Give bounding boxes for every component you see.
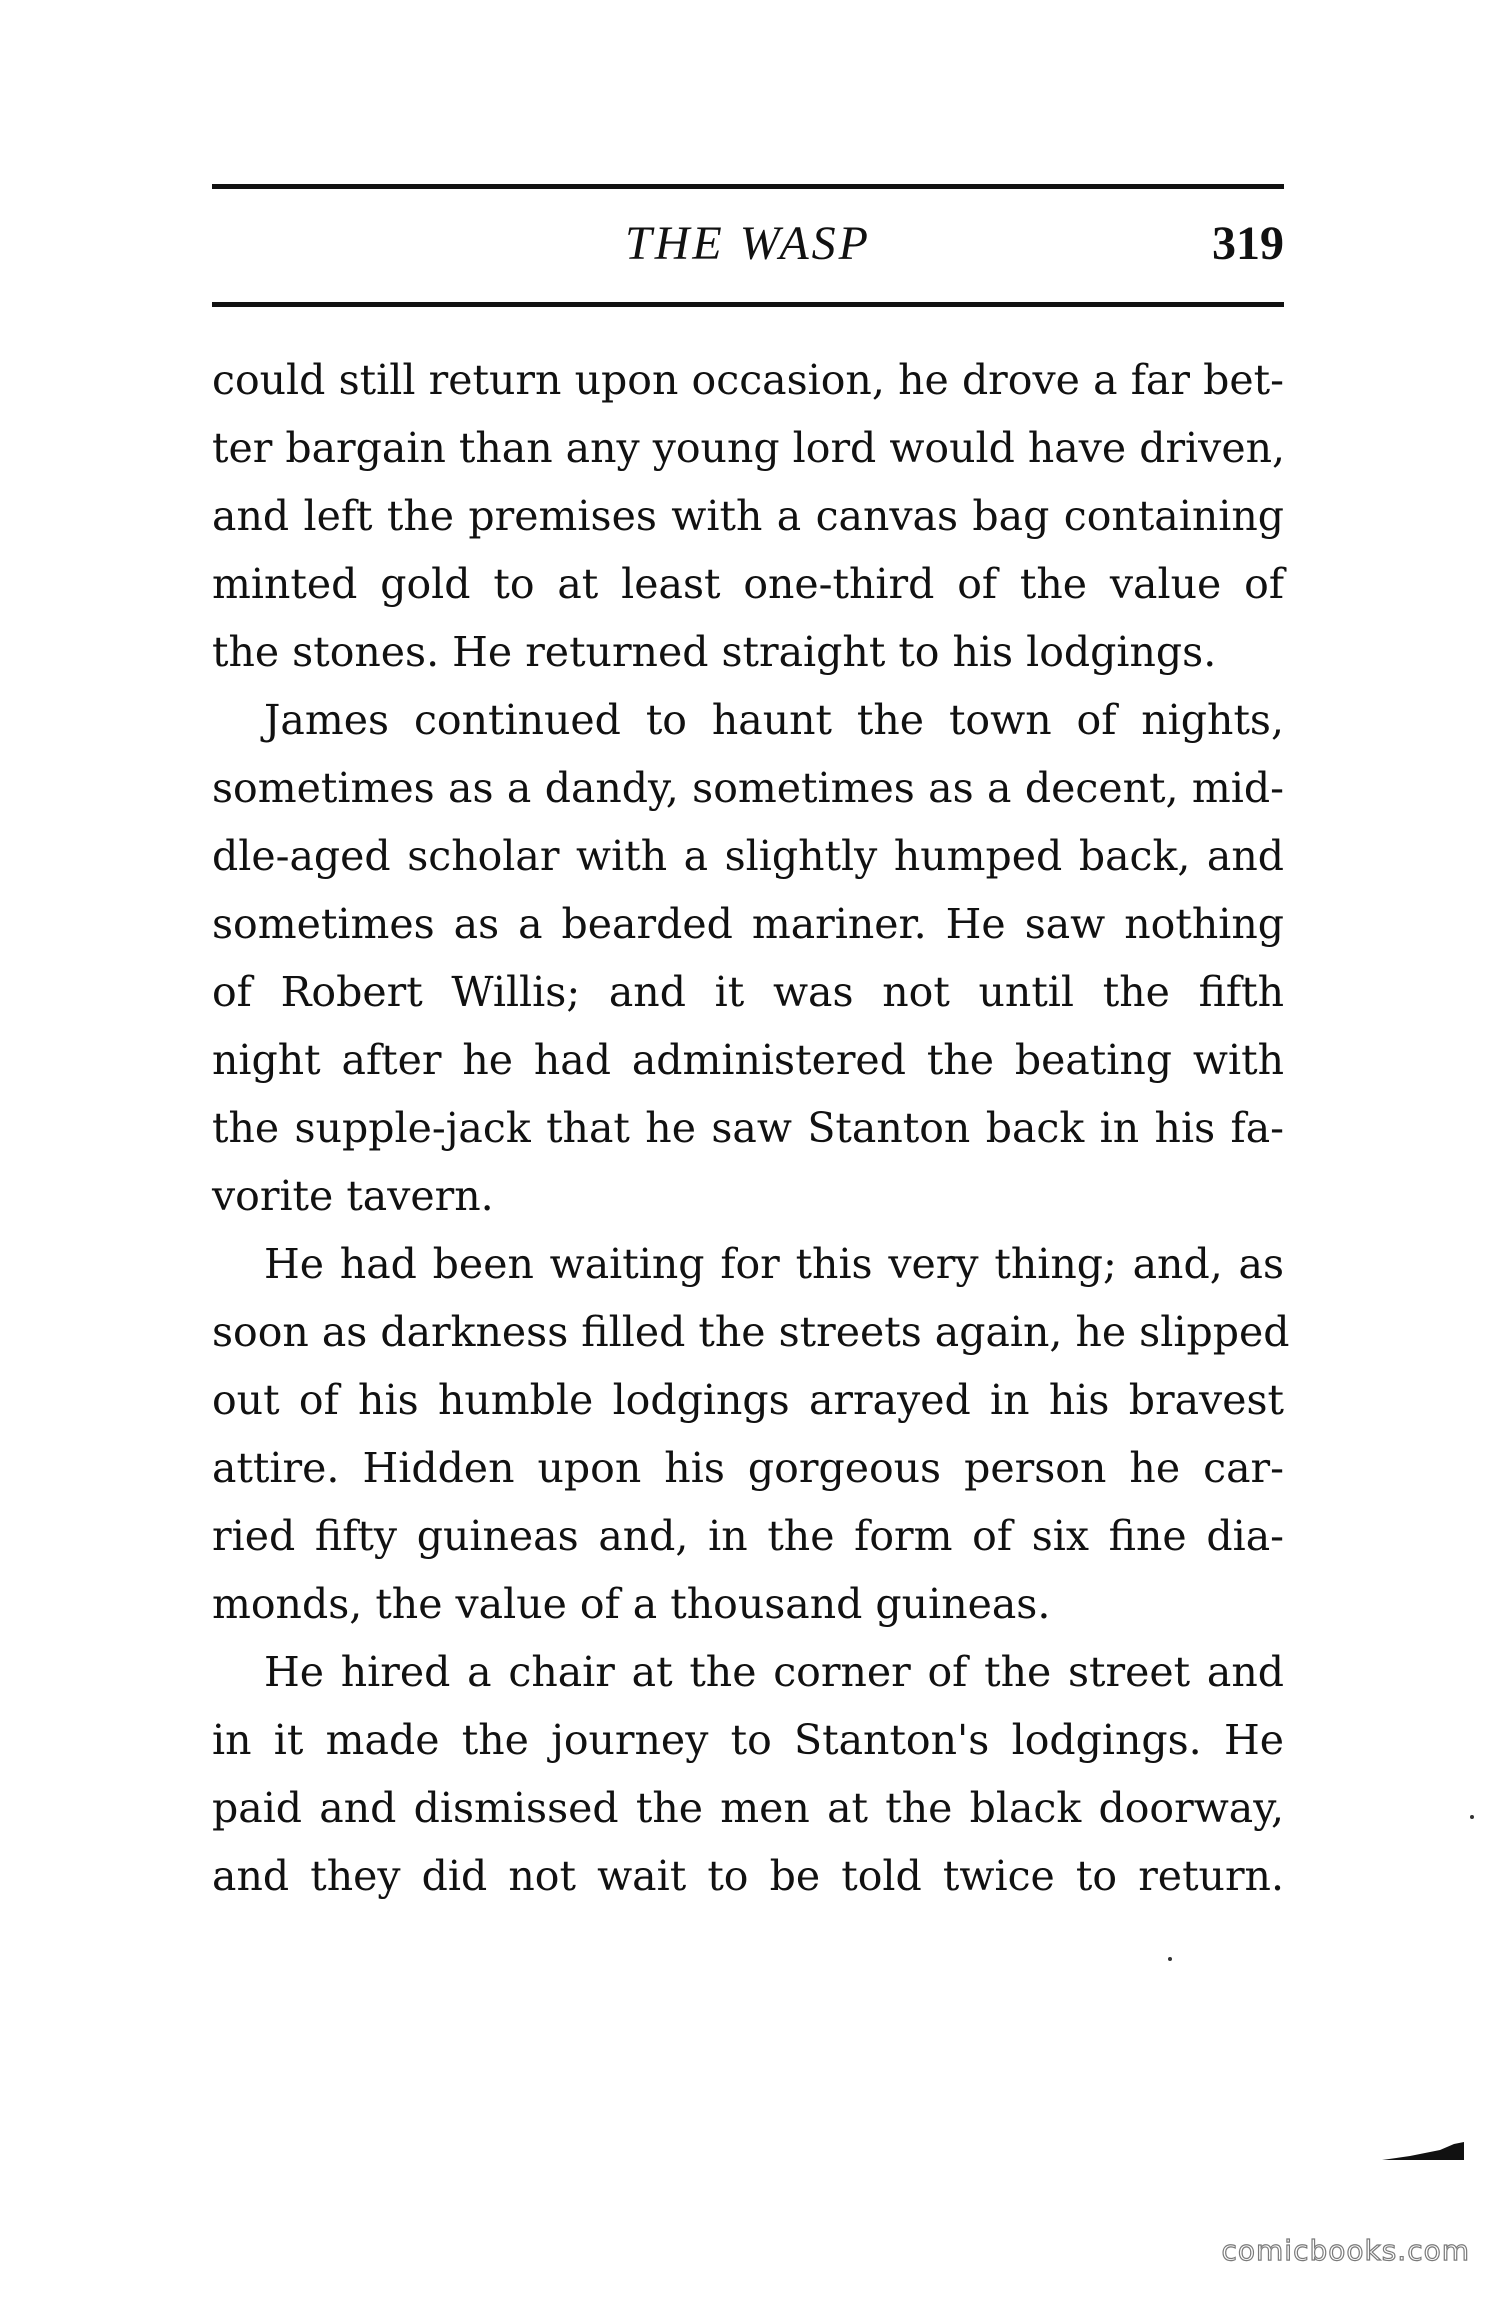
book-title: THE WASP xyxy=(625,217,871,270)
text-line: attire. Hidden upon his gorgeous person he car- xyxy=(212,1444,1284,1492)
text-line: monds, the value of a thousand guineas. xyxy=(212,1580,1051,1628)
text-line: James continued to haunt the town of nights, xyxy=(264,696,1284,744)
text-line: paid and dismissed the men at the black doorway, xyxy=(212,1784,1284,1832)
header-rule-bottom xyxy=(212,302,1284,307)
text-line: vorite tavern. xyxy=(212,1172,494,1220)
text-line: sometimes as a bearded mariner. He saw nothing xyxy=(212,900,1284,948)
text-line: could still return upon occasion, he drove a far bet- xyxy=(212,356,1284,404)
text-line: ter bargain than any young lord would have driven, xyxy=(212,424,1286,472)
watermark: comicbooks.com xyxy=(1221,2234,1470,2267)
scan-speck xyxy=(1168,1957,1172,1961)
text-line: and they did not wait to be told twice to return. xyxy=(212,1852,1284,1900)
text-line: in it made the journey to Stanton's lodgings. He xyxy=(212,1716,1284,1764)
text-line: the supple-jack that he saw Stanton back in his fa- xyxy=(212,1104,1284,1152)
text-line: minted gold to at least one-third of the value of xyxy=(212,560,1284,608)
text-line: out of his humble lodgings arrayed in his bravest xyxy=(212,1376,1284,1424)
page-number: 319 xyxy=(1212,217,1284,270)
text-line: sometimes as a dandy, sometimes as a decent, mid- xyxy=(212,764,1284,812)
text-line: He had been waiting for this very thing; and, as xyxy=(264,1240,1284,1288)
body-text xyxy=(212,346,1290,1910)
text-line: soon as darkness filled the streets again, he slipped xyxy=(212,1308,1290,1356)
text-line: dle-aged scholar with a slightly humped back, and xyxy=(212,832,1284,880)
text-line: and left the premises with a canvas bag containing xyxy=(212,492,1284,540)
text-line: the stones. He returned straight to his lodgings. xyxy=(212,628,1217,676)
header-rule-top xyxy=(212,184,1284,189)
corner-ink-mark-icon xyxy=(1380,2140,1466,2162)
text-line: night after he had administered the beating with xyxy=(212,1036,1284,1084)
text-line: ried fifty guineas and, in the form of six fine dia- xyxy=(212,1512,1284,1560)
text-line: of Robert Willis; and it was not until the fifth xyxy=(212,968,1284,1016)
scan-speck xyxy=(1470,1815,1474,1819)
running-head xyxy=(212,214,1284,274)
text-line: He hired a chair at the corner of the street and xyxy=(264,1648,1284,1696)
